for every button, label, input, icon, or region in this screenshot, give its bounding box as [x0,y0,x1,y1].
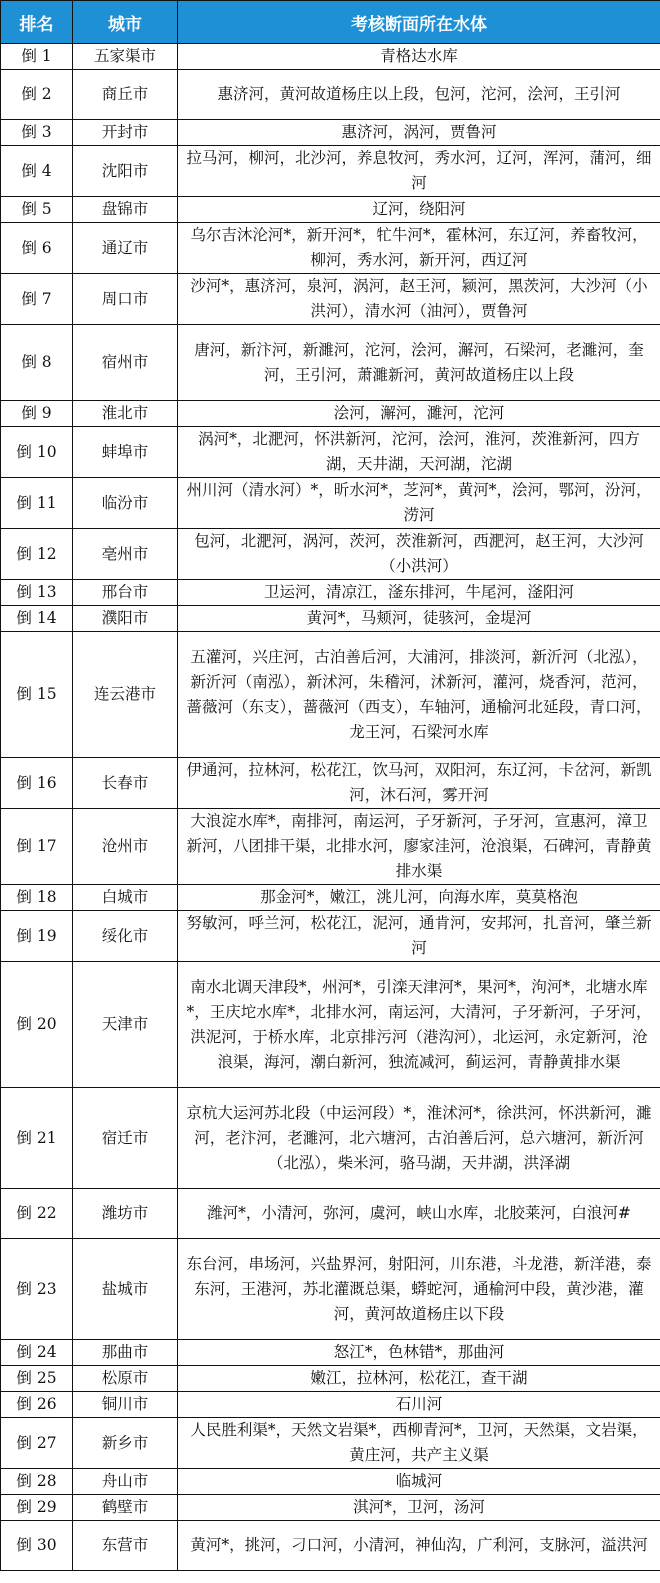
city-cell: 舟山市 [73,1469,178,1495]
city-cell: 亳州市 [73,529,178,580]
rank-cell: 倒 30 [1,1521,73,1571]
rank-cell: 倒 7 [1,274,73,325]
table-row [1,1392,660,1418]
rank-cell: 倒 17 [1,809,73,885]
city-cell: 邢台市 [73,580,178,606]
table-row [1,274,660,325]
city-cell: 天津市 [73,962,178,1088]
rank-cell: 倒 5 [1,197,73,223]
rank-cell: 倒 13 [1,580,73,606]
water-body-cell: 临城河 [178,1469,660,1495]
water-body-cell: 伊通河，拉林河，松花江，饮马河，双阳河，东辽河，卡岔河，新凯河，沐石河，雾开河 [178,758,660,809]
city-cell: 新乡市 [73,1418,178,1469]
table-row [1,809,660,885]
rank-cell: 倒 10 [1,427,73,478]
city-cell: 沧州市 [73,809,178,885]
table-row [1,427,660,478]
water-body-cell: 潍河*，小清河，弥河，虞河，峡山水库，北胶莱河，白浪河# [178,1189,660,1239]
city-cell: 白城市 [73,885,178,911]
water-body-cell: 大浪淀水库*，南排河，南运河，子牙新河，子牙河，宣惠河，漳卫新河，八团排干渠，北排水河，廖家洼河，沧浪渠，石碑河，青静黄排水渠 [178,809,660,885]
water-body-cell: 黄河*，马颊河，徒骇河，金堤河 [178,606,660,632]
water-body-cell: 东台河，串场河，兴盐界河，射阳河，川东港，斗龙港，新洋港，泰东河，王港河，苏北灌溉总渠，蟒蛇河，通榆河中段，黄沙港，灌河，黄河故道杨庄以下段 [178,1239,660,1340]
water-body-cell: 人民胜利渠*，天然文岩渠*，西柳青河*，卫河，天然渠，文岩渠，黄庄河，共产主义渠 [178,1418,660,1469]
rank-cell: 倒 26 [1,1392,73,1418]
water-body-cell: 拉马河，柳河，北沙河，养息牧河，秀水河，辽河，浑河，蒲河，细河 [178,146,660,197]
water-body-cell: 南水北调天津段*，州河*，引滦天津河*，果河*，泃河*，北塘水库*，王庆坨水库*，北排水河，南运河，大清河，子牙新河，子牙河，洪泥河，于桥水库，北京排污河（港沟河），北运河，永定新河，沧浪渠，海河，潮白新河，独流减河，蓟运河，青静黄排水渠 [178,962,660,1088]
city-cell: 商丘市 [73,70,178,120]
city-cell: 松原市 [73,1366,178,1392]
table-row [1,401,660,427]
table-row [1,1495,660,1521]
water-body-cell: 浍河，澥河，濉河，沱河 [178,401,660,427]
city-cell: 铜川市 [73,1392,178,1418]
table-row [1,529,660,580]
table-row [1,580,660,606]
table-row [1,223,660,274]
table-row [1,758,660,809]
table-row [1,197,660,223]
rank-cell: 倒 4 [1,146,73,197]
rank-cell: 倒 21 [1,1088,73,1189]
water-body-cell: 乌尔吉沐沦河*，新开河*，牤牛河*，霍林河，东辽河，养畜牧河，柳河，秀水河，新开河，西辽河 [178,223,660,274]
water-body-cell: 京杭大运河苏北段（中运河段）*，淮沭河*，徐洪河，怀洪新河，濉河，老汴河，老濉河，北六塘河，古泊善后河，总六塘河，新沂河（北泓），柴米河，骆马湖，天井湖，洪泽湖 [178,1088,660,1189]
rank-cell: 倒 3 [1,120,73,146]
table-row [1,632,660,758]
city-cell: 盐城市 [73,1239,178,1340]
rank-cell: 倒 12 [1,529,73,580]
city-cell: 绥化市 [73,911,178,962]
water-body-cell: 青格达水库 [178,44,660,70]
rank-cell: 倒 16 [1,758,73,809]
water-body-cell: 辽河，绕阳河 [178,197,660,223]
header-water-body: 考核断面所在水体 [178,1,660,44]
table-row [1,44,660,70]
table-row [1,962,660,1088]
city-cell: 宿州市 [73,325,178,401]
city-cell: 五家渠市 [73,44,178,70]
table-row [1,885,660,911]
rank-cell: 倒 19 [1,911,73,962]
rank-cell: 倒 15 [1,632,73,758]
city-cell: 长春市 [73,758,178,809]
water-body-cell: 黄河*，挑河，刁口河，小清河，神仙沟，广利河，支脉河，溢洪河 [178,1521,660,1571]
table-row [1,1239,660,1340]
water-body-cell: 五灌河，兴庄河，古泊善后河，大浦河，排淡河，新沂河（北泓），新沂河（南泓），新沭河，朱稽河，沭新河，灌河，烧香河，范河，蔷薇河（东支），蔷薇河（西支），车轴河，通榆河北延段，青口河，龙王河，石梁河水库 [178,632,660,758]
city-cell: 盘锦市 [73,197,178,223]
city-cell: 潍坊市 [73,1189,178,1239]
table-row [1,1418,660,1469]
table-row [1,1088,660,1189]
rank-cell: 倒 14 [1,606,73,632]
water-body-cell: 惠济河，涡河，贾鲁河 [178,120,660,146]
water-body-cell: 怒江*，色林错*，那曲河 [178,1340,660,1366]
water-body-cell: 州川河（清水河）*，昕水河*，芝河*，黄河*，浍河，鄂河，汾河，涝河 [178,478,660,529]
table-row [1,1340,660,1366]
table-row [1,1469,660,1495]
header-rank: 排名 [1,1,73,44]
rank-cell: 倒 28 [1,1469,73,1495]
rank-cell: 倒 20 [1,962,73,1088]
table-row [1,325,660,401]
city-cell: 濮阳市 [73,606,178,632]
water-body-cell: 惠济河，黄河故道杨庄以上段，包河，沱河，浍河，王引河 [178,70,660,120]
header-city: 城市 [73,1,178,44]
rank-cell: 倒 11 [1,478,73,529]
rank-cell: 倒 29 [1,1495,73,1521]
water-body-cell: 包河，北淝河，涡河，茨河，茨淮新河，西淝河，赵王河，大沙河（小洪河） [178,529,660,580]
city-cell: 东营市 [73,1521,178,1571]
city-cell: 沈阳市 [73,146,178,197]
rank-cell: 倒 1 [1,44,73,70]
table-row [1,70,660,120]
table-row [1,1189,660,1239]
city-cell: 那曲市 [73,1340,178,1366]
rank-cell: 倒 23 [1,1239,73,1340]
city-cell: 临汾市 [73,478,178,529]
water-body-cell: 沙河*，惠济河，泉河，涡河，赵王河，颍河，黑茨河，大沙河（小洪河），清水河（油河），贾鲁河 [178,274,660,325]
city-cell: 鹤壁市 [73,1495,178,1521]
table-row [1,146,660,197]
city-cell: 连云港市 [73,632,178,758]
table-row [1,911,660,962]
water-body-cell: 努敏河，呼兰河，松花江，泥河，通肯河，安邦河，扎音河，肇兰新河 [178,911,660,962]
table-row [1,120,660,146]
water-body-cell: 唐河，新汴河，新濉河，沱河，浍河，澥河，石梁河，老濉河，奎河，王引河，萧濉新河，黄河故道杨庄以上段 [178,325,660,401]
water-body-cell: 卫运河，清凉江，滏东排河，牛尾河，滏阳河 [178,580,660,606]
city-cell: 周口市 [73,274,178,325]
rank-cell: 倒 22 [1,1189,73,1239]
table-row [1,606,660,632]
rank-cell: 倒 25 [1,1366,73,1392]
header-row [1,1,660,44]
rank-cell: 倒 18 [1,885,73,911]
table-row [1,1366,660,1392]
rank-cell: 倒 6 [1,223,73,274]
city-cell: 通辽市 [73,223,178,274]
water-body-cell: 那金河*，嫩江，洮儿河，向海水库，莫莫格泡 [178,885,660,911]
city-cell: 宿迁市 [73,1088,178,1189]
city-cell: 开封市 [73,120,178,146]
rank-cell: 倒 9 [1,401,73,427]
water-body-cell: 淇河*，卫河，汤河 [178,1495,660,1521]
city-cell: 蚌埠市 [73,427,178,478]
water-body-cell: 嫩江，拉林河，松花江，查干湖 [178,1366,660,1392]
rank-cell: 倒 2 [1,70,73,120]
rank-cell: 倒 27 [1,1418,73,1469]
table-body [1,44,660,1571]
city-cell: 淮北市 [73,401,178,427]
rank-cell: 倒 24 [1,1340,73,1366]
table-row [1,478,660,529]
water-body-cell: 石川河 [178,1392,660,1418]
table-row [1,1521,660,1571]
rank-cell: 倒 8 [1,325,73,401]
water-body-cell: 涡河*，北淝河，怀洪新河，沱河，浍河，淮河，茨淮新河，四方湖，天井湖，天河湖，沱湖 [178,427,660,478]
